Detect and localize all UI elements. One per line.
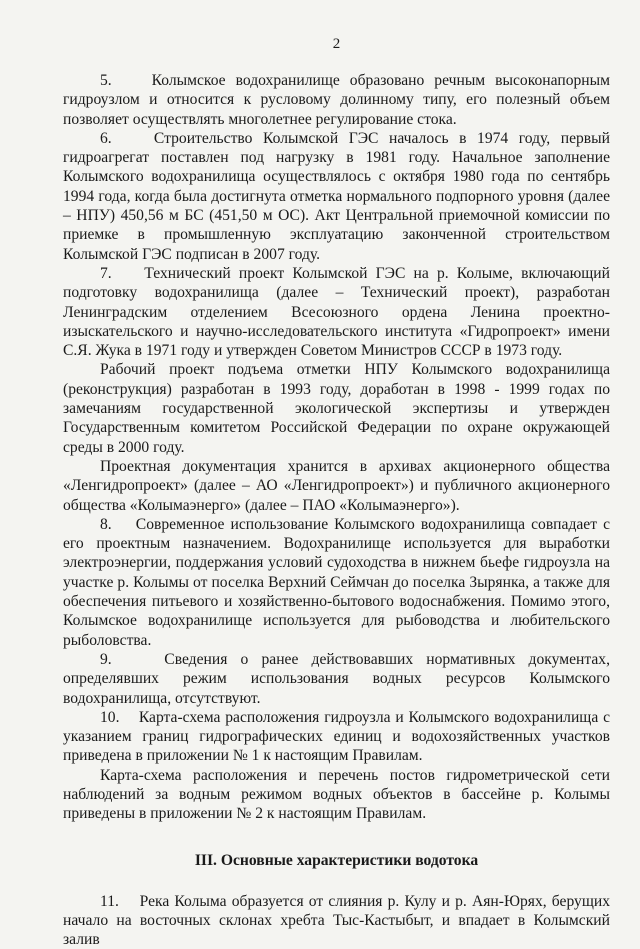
paragraph-item-8: 8. Современное использование Колымского водохранилища совпадает с его проектным назначением. Водохранилище используется для выработки электроэнергии, поддержания условий судоходства в нижнем бьефе гидроузла на участке р. Колымы от поселка Верхний Сеймчан до поселка Зырянка, а также для обеспечения питьевого и хозяйственно-бытового водоснабжения. Помимо этого, Колымское водохранилище используется для рыбоводства и любительского рыболовства. bbox=[63, 515, 610, 649]
paragraph-map-scheme: Карта-схема расположения и перечень постов гидрометрической сети наблюдений за водным режимом водных объектов в бассейне р. Колымы приведены в приложении № 2 к настоящим Правилам. bbox=[63, 766, 610, 823]
page-number: 2 bbox=[332, 36, 341, 52]
paragraphs-after bbox=[63, 892, 610, 949]
paragraph-item-5: 5. Колымское водохранилище образовано речным высоконапорным гидроузлом и относится к русловому долинному типу, его полезный объем позволяет осуществлять многолетнее регулирование стока. bbox=[63, 72, 610, 128]
paragraph-item-11: 11. Река Колыма образуется от слияния р. Кулу и р. Аян-Юрях, берущих начало на восточных склонах хребта Тыс-Кастыбыт, и впадает в Колымский залив bbox=[63, 892, 610, 949]
paragraph-item-9: 9. Сведения о ранее действовавших нормативных документах, определявших режим использования водных ресурсов Колымского водохранилища, отсутствуют. bbox=[63, 650, 610, 707]
section-heading: III. Основные характеристики водотока bbox=[194, 851, 479, 869]
paragraph-item-10: 10. Карта-схема расположения гидроузла и Колымского водохранилища с указанием границ гидрографических единиц и водохозяйственных участков приведена в приложении № 1 к настоящим Правилам. bbox=[63, 708, 610, 765]
paragraph-working-project: Рабочий проект подъема отметки НПУ Колымского водохранилища (реконструкция) разработан в 1993 году, доработан в 1998 - 1999 годах по замечаниям государственной экологической экспертизы и утвержден Государственным комитетом Российской Федерации по охране окружающей среды в 2000 году. bbox=[63, 361, 610, 456]
paragraphs-before bbox=[63, 71, 610, 824]
paragraph-item-6: 6. Строительство Колымской ГЭС началось в 1974 году, первый гидроагрегат поставлен под нагрузку в 1981 году. Начальное заполнение Колымского водохранилища осуществлялось с октября 1980 года по сентябрь 1994 года, когда была достигнута отметка нормального подпорного уровня (далее – НПУ) 450,56 м БС (451,50 м ОС). Акт Центральной приемочной комиссии по приемке в промышленную эксплуатацию законченной строительством Колымской ГЭС подписан в 2007 году. bbox=[63, 129, 610, 263]
paragraph-project-documentation: Проектная документация хранится в архивах акционерного общества «Ленгидропроект» (далее – АО «Ленгидропроект») и публичного акционерного общества «Колымаэнерго» (далее – ПАО «Колымаэнерго»). bbox=[63, 457, 610, 514]
paragraph-item-7: 7. Технический проект Колымской ГЭС на р. Колыме, включающий подготовку водохранилища (далее – Технический проект), разработан Ленинградским отделением Всесоюзного ордена Ленина проектно-изыскательского и научно-исследовательского института «Гидропроект» имени С.Я. Жука в 1971 году и утвержден Советом Министров СССР в 1973 году. bbox=[63, 264, 610, 360]
